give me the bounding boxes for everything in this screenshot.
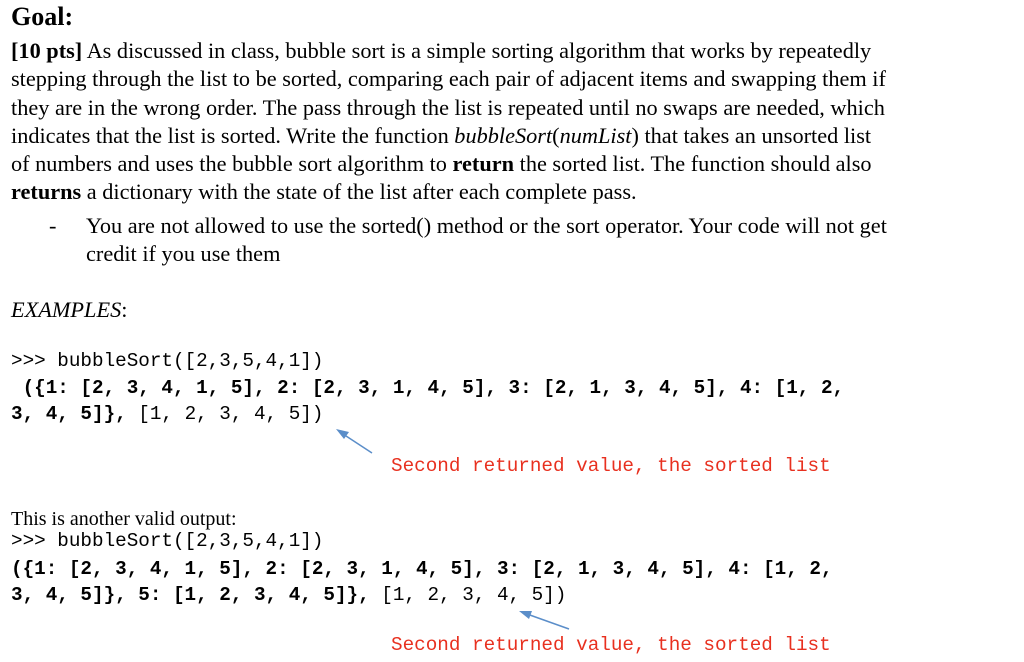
bullet-dash: - <box>49 213 57 238</box>
example1-call: >>> bubbleSort([2,3,5,4,1]) <box>11 350 324 372</box>
text-run: [10 pts] <box>11 38 83 63</box>
examples-colon: : <box>121 297 128 322</box>
example2-sorted-list: [1, 2, 3, 4, 5]) <box>381 584 567 606</box>
text-run: of numbers and uses the bubble sort algorithm to <box>11 151 453 177</box>
example1-annotation: Second returned value, the sorted list <box>391 455 831 477</box>
example2-dict-part2: 3, 4, 5]}, 5: [1, 2, 3, 4, 5]}, <box>11 584 382 606</box>
text-run: stepping through the list to be sorted, comparing each pair of adjacent items and swapping them if <box>11 66 886 92</box>
text-run: numList <box>559 122 632 148</box>
text-run: return <box>452 151 515 177</box>
example2-call: >>> bubbleSort([2,3,5,4,1]) <box>11 530 324 552</box>
text-run: indicates that the list is sorted. Write the function <box>11 122 455 148</box>
text-run: As discussed in class, bubble sort is a simple sorting algorithm that works by repeatedly <box>82 38 872 63</box>
text-run: ) that takes an unsorted list <box>631 122 872 148</box>
example1-sorted-list: [1, 2, 3, 4, 5]) <box>138 403 324 425</box>
goal-heading: Goal: <box>11 2 74 31</box>
example1-dict-part2: 3, 4, 5]}, <box>11 403 139 425</box>
text-run: a dictionary with the state of the list after each complete pass. <box>81 179 637 205</box>
example1-dict-part1: ({1: [2, 3, 4, 1, 5], 2: [2, 3, 1, 4, 5], 3: [2, 1, 3, 4, 5], 4: [1, 2, <box>22 377 845 399</box>
text-run: returns <box>11 179 82 205</box>
text-run: the sorted list. The function should also <box>514 151 872 177</box>
restriction-line: credit if you use them <box>86 241 281 266</box>
examples-label: EXAMPLES <box>11 297 122 322</box>
example2-dict-part1: ({1: [2, 3, 4, 1, 5], 2: [2, 3, 1, 4, 5], 3: [2, 1, 3, 4, 5], 4: [1, 2, <box>11 558 833 580</box>
text-run: ( <box>552 122 560 148</box>
alternate-output-label: This is another valid output: <box>11 508 237 530</box>
text-run: they are in the wrong order. The pass through the list is repeated until no swaps are needed, which <box>11 94 885 120</box>
restriction-line: You are not allowed to use the sorted() method or the sort operator. Your code will not get <box>86 213 887 238</box>
example2-annotation: Second returned value, the sorted list <box>391 634 831 656</box>
text-run: bubbleSort <box>454 122 553 148</box>
